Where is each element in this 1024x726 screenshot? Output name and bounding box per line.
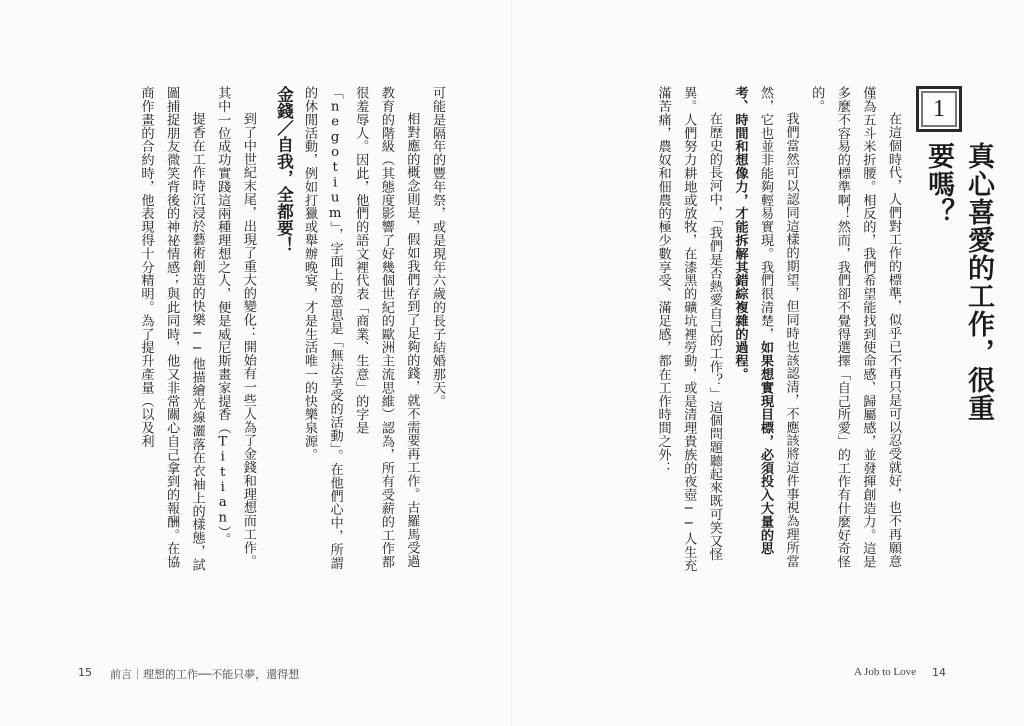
right-footer (854, 666, 946, 679)
page-number-right: 14 (932, 666, 946, 679)
paragraph: 我們當然可以認同這樣的期望，但同時也該認清，不應該將這件事視為理所當然，它也並非能夠輕易實現。我們很清楚，如果想實現目標，必須投入大量的思考、時間和想像力，才能拆解其錯綜複雜的過程。 (732, 86, 799, 568)
page-number-left: 15 (78, 666, 92, 679)
section-subheading: 金錢／自我，全都要！ (274, 86, 294, 253)
paragraph: 到了中世紀末尾，出現了重大的變化：開始有一些人為了金錢和理想而工作。其中一位成功實踐這兩種理想之人，便是威尼斯畫家提香（Titian）。 (215, 86, 256, 568)
bold-emphasis: 如果想實現目標，必須投入大量的思考、時間和想像力，才能拆解其錯綜複雜的過程。 (732, 86, 774, 556)
left-page-body (74, 86, 450, 576)
running-head-right: A Job to Love (853, 666, 916, 678)
running-head-left: 前言｜理想的工作──不能只夢，還得想 (110, 668, 300, 681)
chapter-number-box (916, 86, 962, 132)
chapter-number: 1 (933, 95, 945, 122)
paragraph: 在歷史的長河中，「我們是否熱愛自己的工作？」這個問題聽起來既可笑又怪異。人們努力耕地或放牧，在漆黑的礦坑裡勞動，或是清理貴族的夜壺──人生充滿苦痛，農奴和佃農的極少數享受、滿足感，都在工作時間之外： (655, 86, 722, 572)
left-footer (78, 666, 299, 682)
paragraph: 提香在工作時沉浸於藝術創造的快樂──他描繪光線灑落在衣袖上的樣態，試圖捕捉朋友微笑背後的神祕情感；與此同時，他又非常關心自己拿到的報酬。在協商作畫的合約時，他表現得十分精明。為了提升產量（以及利 (138, 86, 205, 572)
paragraph: 在這個時代，人們對工作的標準，似乎已不再只是可以忍受就好，也不再願意僅為五斗米折腰。相反的，我們希望能找到使命感、歸屬感，並發揮創造力。這是多麼不容易的標準啊！然而，我們卻不覺得選擇「自己所愛」的工作有什麼好奇怪的。 (809, 86, 901, 569)
chapter-title: 真心喜愛的工作，很重要嗎？ (923, 142, 994, 422)
paragraph: 相對應的概念則是，假如我們存到了足夠的錢，就不需要再工作。古羅馬受過教育的階級（其態度影響了好幾個世紀的歐洲主流思維）認為，所有受薪的工作都很羞辱人。因此，他們的語文裡代表「商業、生意」的字是「negotium」，字面上的意思是「無法享受的活動」。在他們心中，所謂的休閒活動，例如打獵或舉辦晚宴，才是生活唯一的快樂泉源。 (302, 86, 420, 570)
paragraph: 可能是隔年的豐年祭，或是現年六歲的長子結婚那天。 (430, 86, 445, 408)
right-page-body (486, 86, 906, 576)
